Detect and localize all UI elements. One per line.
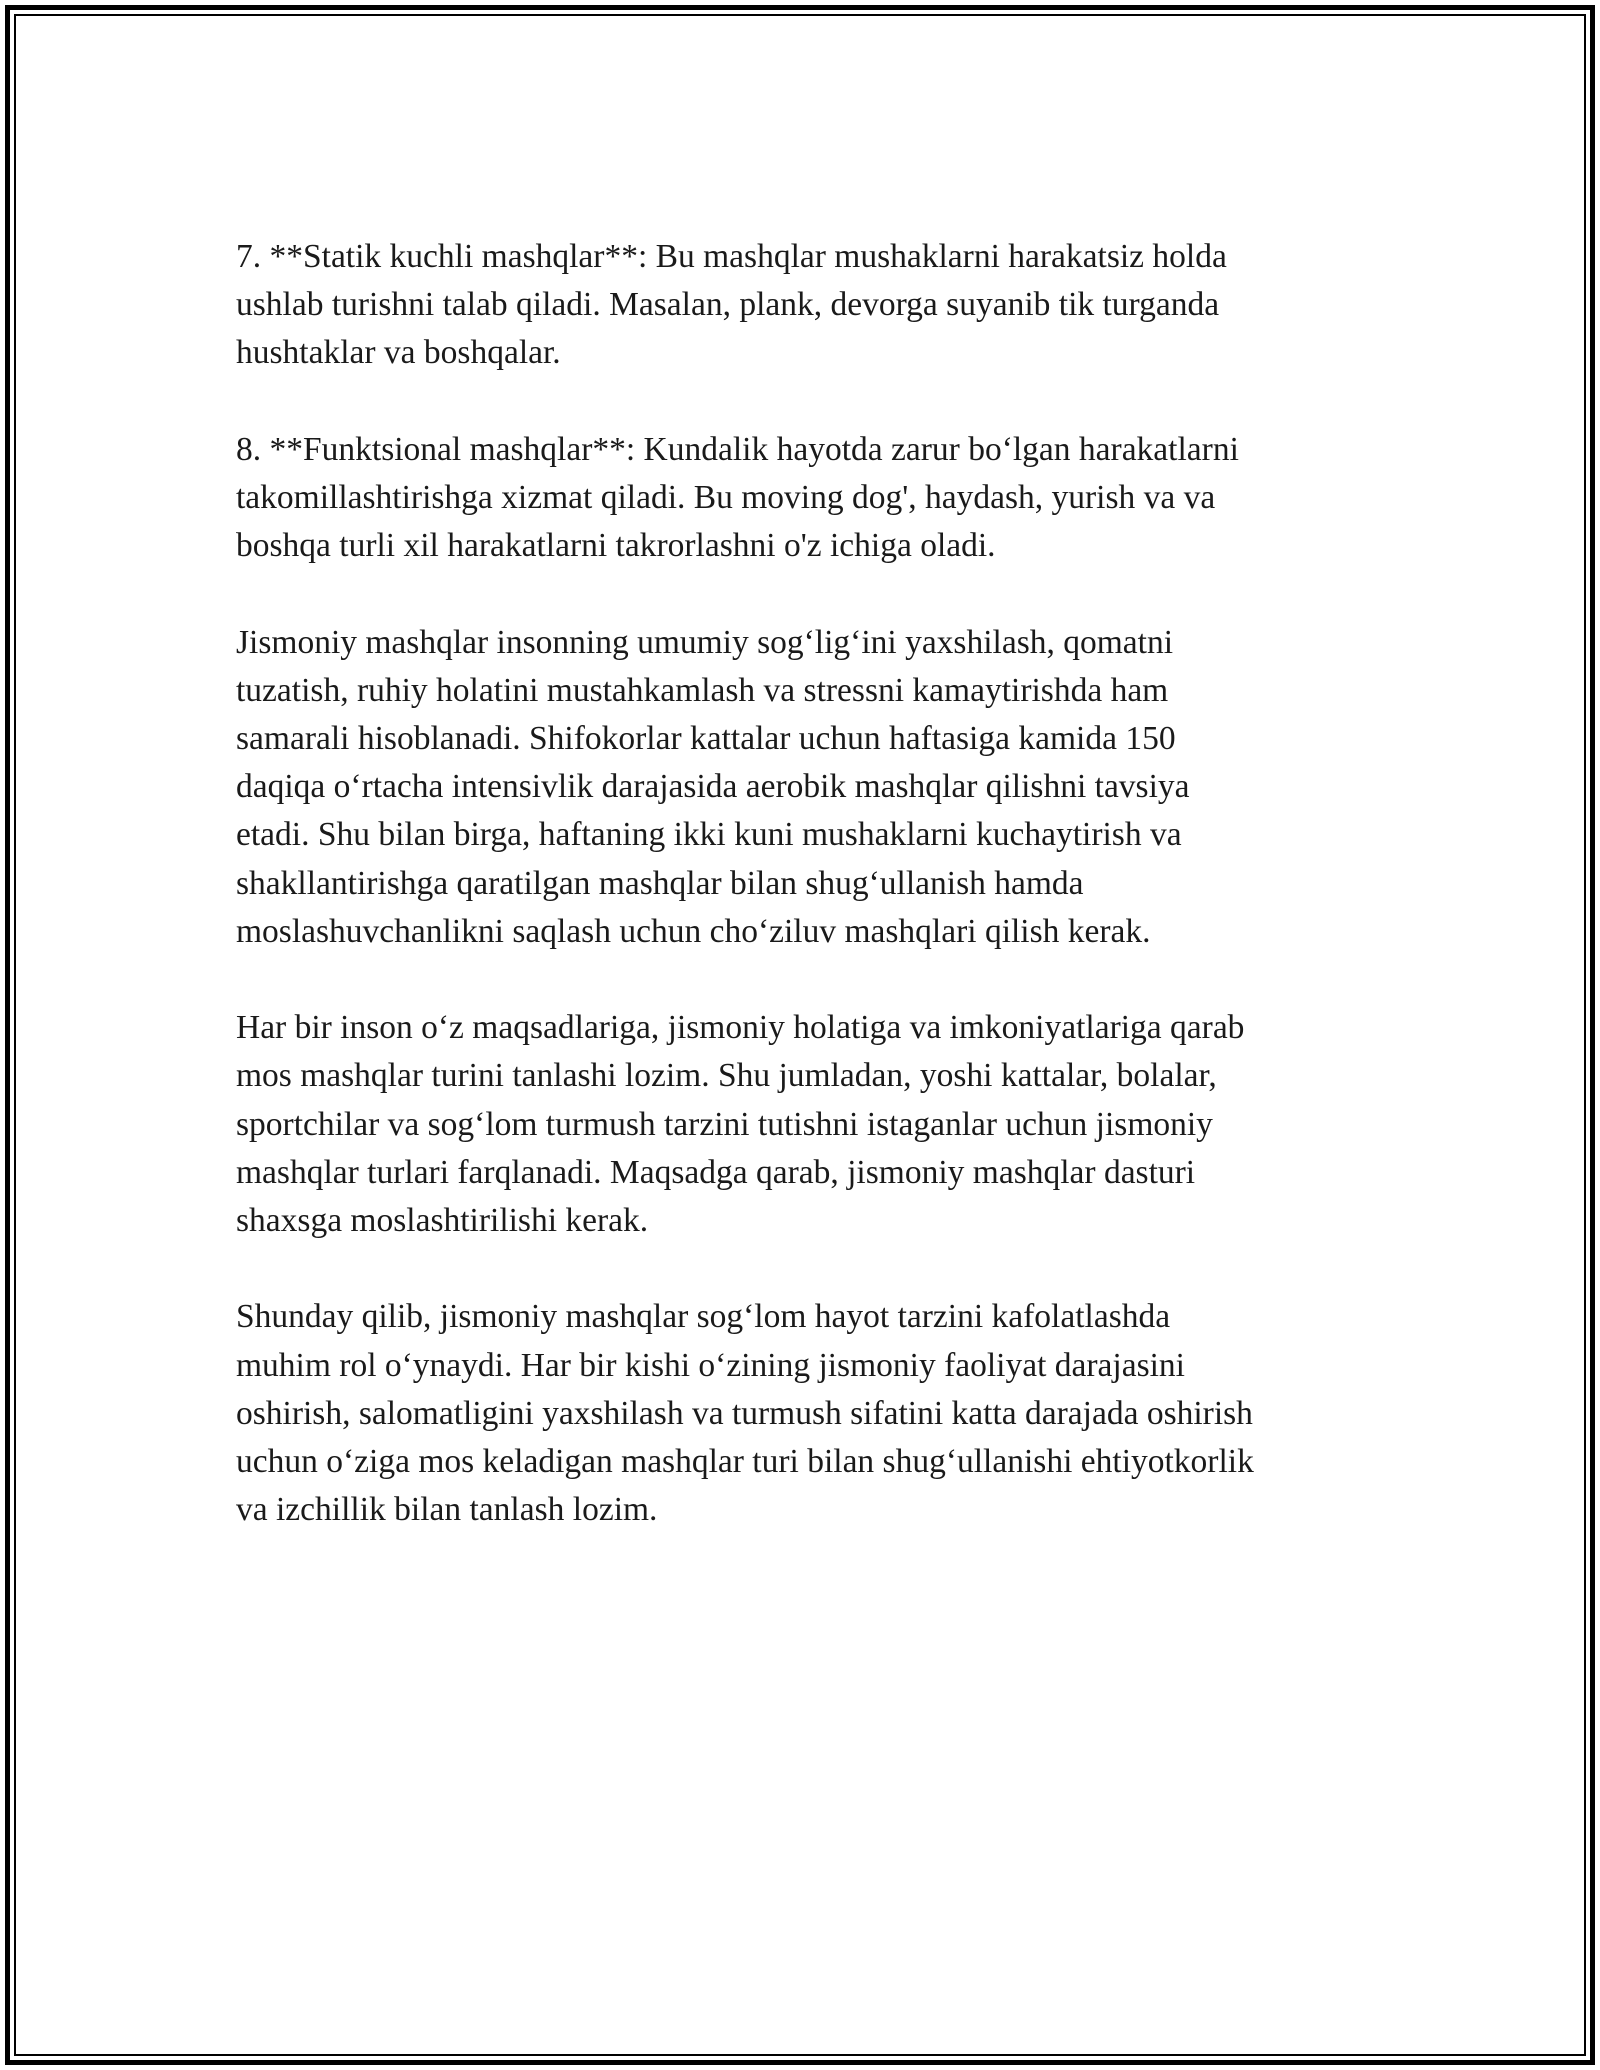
paragraph-static-exercises: 7. **Statik kuchli mashqlar**: Bu mashqlar mushaklarni harakatsiz holda ushlab turishni talab qiladi. Masalan, plank, devorga suyanib tik turganda hushtaklar va boshqalar. [236, 238, 1227, 372]
paragraph-conclusion: Shunday qilib, jismoniy mashqlar sogʻlom hayot tarzini kafolatlashda muhim rol oʻynaydi. Har bir kishi oʻzining jismoniy faoliyat darajasini oshirish, salomatligini yaxshilash va turmush sifatini katta darajada oshirish uchun oʻziga mos keladigan mashqlar turi bilan shugʻullanishi ehtiyotkorlik va izchillik bilan tanlash lozim. [236, 1298, 1254, 1529]
paragraph-health-benefits: Jismoniy mashqlar insonning umumiy sogʻligʻini yaxshilash, qomatni tuzatish, ruhiy holatini mustahkamlash va stressni kamaytirishda ham samarali hisoblanadi. Shifokorlar kattalar uchun haftasiga kamida 150 daqiqa oʻrtacha intensivlik darajasida aerobik mashqlar qilishni tavsiya etadi. Shu bilan birga, haftaning ikki kuni mushaklarni kuchaytirish va shakllantirishga qaratilgan mashqlar bilan shugʻullanish hamda moslashuvchanlikni saqlash uchun choʻziluv mashqlari qilish kerak. [236, 623, 1190, 950]
document-body [236, 233, 1366, 1583]
paragraph-individual-choice: Har bir inson oʻz maqsadlariga, jismoniy holatiga va imkoniyatlariga qarab mos mashqlar turini tanlashi lozim. Shu jumladan, yoshi kattalar, bolalar, sportchilar va sogʻlom turmush tarzini tutishni istaganlar uchun jismoniy mashqlar turlari farqlanadi. Maqsadga qarab, jismoniy mashqlar dasturi shaxsga moslashtirilishi kerak. [236, 1009, 1245, 1240]
paragraph-functional-exercises: 8. **Funktsional mashqlar**: Kundalik hayotda zarur boʻlgan harakatlarni takomillashtirishga xizmat qiladi. Bu moving dog', haydash, yurish va va boshqa turli xil harakatlarni takrorlashni o'z ichiga oladi. [236, 430, 1239, 565]
